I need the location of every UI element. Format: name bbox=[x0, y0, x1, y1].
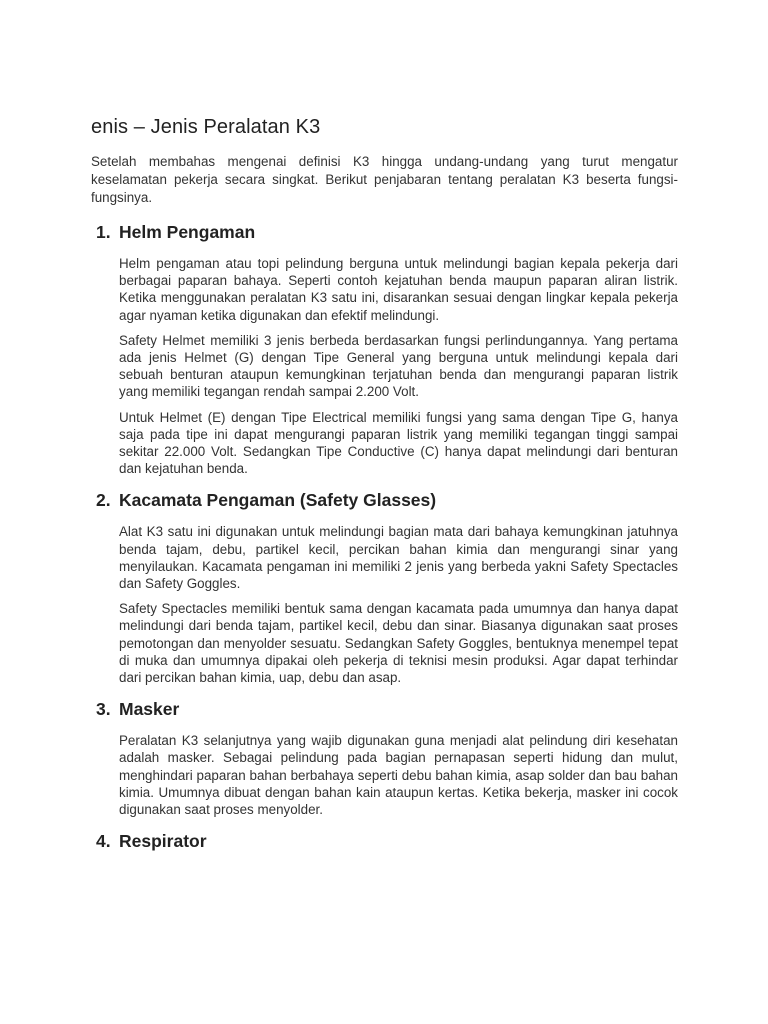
section-masker bbox=[91, 698, 678, 818]
paragraph: Safety Helmet memiliki 3 jenis berbeda berdasarkan fungsi perlindungannya. Yang pertama ada jenis Helmet (G) dengan Tipe General yang berguna untuk melindungi kepala dari sebuah benturan ataupun kemungkinan terjatuhan benda dan mengurangi paparan listrik yang memiliki tegangan rendah sampai 2.200 Volt. bbox=[119, 332, 678, 400]
section-number: 4. bbox=[96, 831, 111, 852]
paragraph: Helm pengaman atau topi pelindung berguna untuk melindungi bagian kepala pekerja dari berbagai paparan bahaya. Seperti contoh kejatuhan benda maupun paparan aliran listrik. Ketika menggunakan peralatan K3 satu ini, disarankan sesuai dengan lingkar kepala pekerja agar nyaman ketika digunakan dan efektif melindungi. bbox=[119, 256, 678, 323]
section-heading bbox=[96, 830, 678, 852]
section-title: Respirator bbox=[119, 831, 207, 852]
section-heading bbox=[96, 489, 678, 511]
section-number: 3. bbox=[96, 699, 111, 720]
section-heading bbox=[96, 221, 678, 243]
section-title: Masker bbox=[119, 699, 180, 720]
section-heading bbox=[96, 698, 678, 720]
section-helm-pengaman bbox=[91, 221, 678, 477]
section-kacamata-pengaman bbox=[91, 489, 678, 686]
paragraph: Safety Spectacles memiliki bentuk sama dengan kacamata pada umumnya dan hanya dapat melindungi dari benda tajam, partikel kecil, debu dan sinar. Biasanya digunakan saat proses pemotongan dan menyolder sesuatu. Sedangkan Safety Goggles, bentuknya menempel tepat di muka dan umumnya dipakai oleh pekerja di teknisi mesin produksi. Agar dapat terhindar dari percikan bahan kimia, uap, debu dan asap. bbox=[119, 601, 678, 686]
paragraph: Alat K3 satu ini digunakan untuk melindungi bagian mata dari bahaya kemungkinan jatuhnya benda tajam, debu, partikel kecil, percikan bahan kimia dan mengurangi sinar yang menyilaukan. Kacamata pengaman ini memiliki 2 jenis yang berbeda yakni Safety Spectacles dan Safety Goggles. bbox=[119, 524, 678, 592]
section-number: 1. bbox=[96, 222, 111, 242]
paragraph: Peralatan K3 selanjutnya yang wajib digunakan guna menjadi alat pelindung diri kesehatan adalah masker. Sebagai pelindung pada bagian pernapasan seperti hidung dan mulut, menghindari paparan bahan berbahaya seperti debu bahan kimia, asap solder dan bau bahan kimia. Umumnya dibuat dengan bahan kain ataupun kertas. Ketika bekerja, masker ini cocok digunakan saat proses menyolder. bbox=[119, 733, 678, 818]
section-respirator bbox=[91, 830, 678, 852]
section-title: Helm Pengaman bbox=[119, 222, 256, 242]
document-title: enis – Jenis Peralatan K3 bbox=[91, 116, 321, 138]
section-title: Kacamata Pengaman (Safety Glasses) bbox=[119, 490, 437, 511]
document-page bbox=[91, 114, 678, 864]
section-number: 2. bbox=[96, 490, 111, 511]
intro-paragraph: Setelah membahas mengenai definisi K3 hingga undang-undang yang turut mengatur keselamatan pekerja secara singkat. Berikut penjabaran tentang peralatan K3 beserta fungsi-fungsinya. bbox=[91, 154, 678, 205]
paragraph: Untuk Helmet (E) dengan Tipe Electrical memiliki fungsi yang sama dengan Tipe G, hanya saja pada tipe ini dapat mengurangi paparan listrik yang memiliki tegangan tinggi sampai sekitar 22.000 Volt. Sedangkan Tipe Conductive (C) hanya dapat melindungi dari benturan dan kejatuhan benda. bbox=[119, 409, 678, 477]
